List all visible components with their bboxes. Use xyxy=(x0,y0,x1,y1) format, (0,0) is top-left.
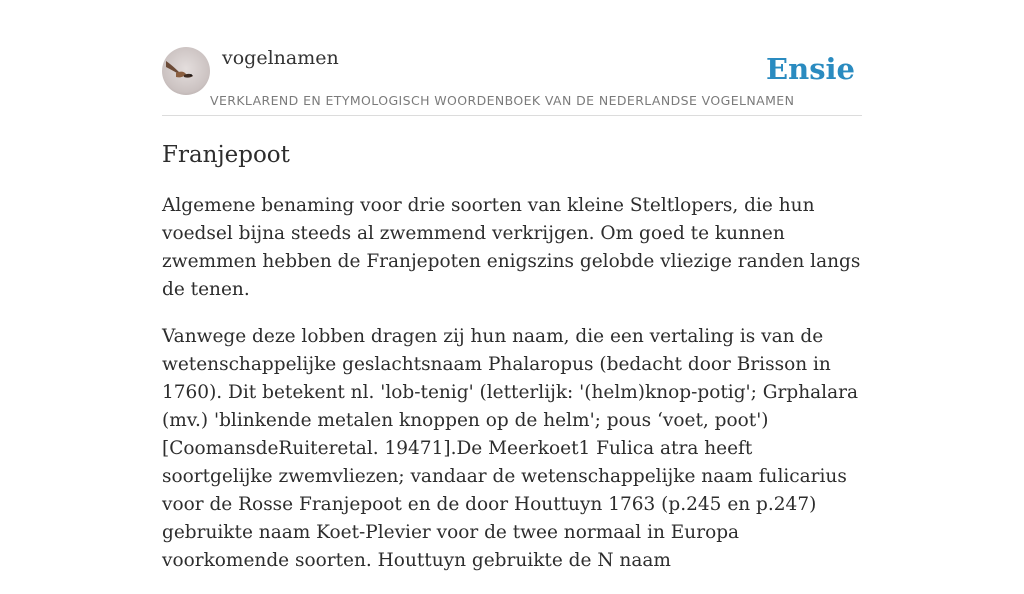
dictionary-name[interactable]: vogelnamen xyxy=(222,47,339,69)
brand-logo[interactable]: Ensie xyxy=(766,52,855,86)
entry-content xyxy=(162,192,862,594)
avatar[interactable] xyxy=(162,47,210,95)
entry-paragraph: Algemene benaming voor drie soorten van kleine Steltlopers, die hun voedsel bijna steeds al zwemmend verkrijgen. Om goed te kunnen zwemmen hebben de Franjepoten enigszins gelobde vliezige randen langs de tenen. xyxy=(162,195,861,300)
divider xyxy=(162,115,862,116)
dictionary-subtitle: VERKLAREND EN ETYMOLOGISCH WOORDENBOEK VAN DE NEDERLANDSE VOGELNAMEN xyxy=(210,93,795,108)
bird-photo-avatar-icon xyxy=(162,47,210,95)
entry-paragraph: Vanwege deze lobben dragen zij hun naam, die een vertaling is van de wetenschappelijke geslachtsnaam Phalaropus (bedacht door Brisson in 1760). Dit betekent nl. 'lob-tenig' (letterlijk: '(helm)knop-potig'; Grphalara (mv.) 'blinkende metalen knoppen op de helm'; pous ‘voet, poot') [CoomansdeRuiteretal. 19471].De Meerkoet1 Fulica atra heeft soortgelijke zwemvliezen; vandaar de wetenschappelijke naam fulicarius voor de Rosse Franjepoot en de door Houttuyn 1763 (p.245 en p.247) gebruikte naam Koet-Plevier voor de twee normaal in Europa voorkomende soorten. Houttuyn gebruikte de N naam xyxy=(162,326,858,571)
entry-title: Franjepoot xyxy=(162,142,290,168)
